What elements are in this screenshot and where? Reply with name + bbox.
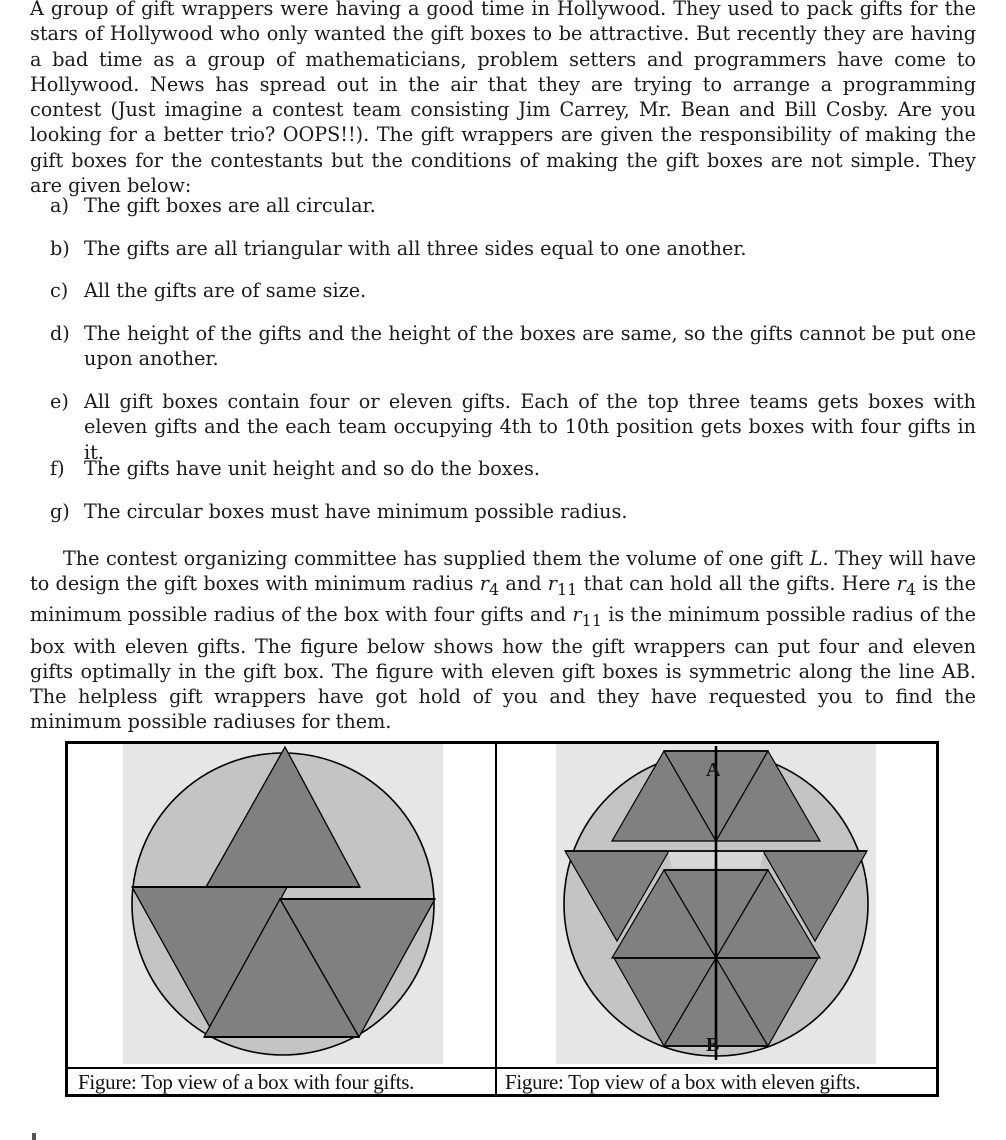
condition-item: [50, 193, 976, 218]
four-gifts-diagram: [123, 744, 443, 1064]
condition-item: [50, 236, 976, 261]
radius-subscript: 11: [556, 580, 578, 600]
figure-divider: [495, 744, 497, 1094]
task-text: is the minimum possible radius of the box with eleven gifts. The figure below shows how the gift wrappers can put four and eleven gifts optimally in the gift box. The figure with eleven gift boxes is symmetric along the line AB. The helpless gift wrappers have got hold of you and they have requested you to find the minimum possible radiuses for them.: [30, 603, 976, 734]
left-figure-caption: Figure: Top view of a box with four gifts.: [78, 1070, 415, 1094]
radius-subscript: 11: [581, 611, 602, 631]
task-paragraph: [30, 546, 976, 735]
condition-item: [50, 499, 976, 524]
page-fragment: [32, 1133, 36, 1140]
condition-label: c): [50, 279, 69, 302]
radius-symbol: r: [479, 572, 489, 596]
intro-paragraph: A group of gift wrappers were having a good time in Hollywood. They used to pack gifts for the stars of Hollywood who only wanted the gift boxes to be attractive. But recently they are having a bad time as a group of mathematicians, problem setters and programmers have come to Hollywood. News has spread out in the air that they are trying to arrange a programming contest (Just imagine a contest team consisting Jim Carrey, Mr. Bean and Bill Cosby. Are you looking for a better trio? OOPS!!). The gift wrappers are given the responsibility of making the gift boxes for the contestants but the conditions of making the gift boxes are not simple. They are given below:: [30, 0, 976, 198]
radius-subscript: 4: [905, 580, 917, 600]
condition-text: The gifts have unit height and so do the boxes.: [84, 457, 540, 480]
radius-symbol: r: [896, 572, 906, 596]
task-text: that can hold all the gifts. Here: [577, 572, 897, 596]
caption-rule: [68, 1067, 936, 1069]
eleven-gifts-diagram: [556, 744, 876, 1064]
condition-item: [50, 278, 976, 303]
condition-item: [50, 321, 976, 372]
task-text: . They will have to design the gift boxes with minimum radius: [30, 547, 977, 596]
radius-subscript: 4: [488, 580, 500, 600]
condition-label: e): [50, 390, 69, 413]
condition-text: The gifts are all triangular with all three sides equal to one another.: [84, 237, 747, 260]
condition-label: b): [50, 237, 70, 260]
condition-label: f): [50, 457, 65, 480]
condition-text: The gift boxes are all circular.: [84, 194, 376, 217]
label-a: A: [706, 759, 721, 781]
condition-label: a): [50, 194, 69, 217]
task-text: The contest organizing committee has supplied them the volume of one gift: [63, 547, 810, 570]
condition-item: [50, 389, 976, 465]
radius-symbol: r: [572, 603, 582, 627]
condition-label: g): [50, 500, 70, 523]
task-text: and: [499, 572, 548, 596]
figure-table: [65, 741, 939, 1097]
condition-label: d): [50, 322, 70, 345]
right-figure-caption: Figure: Top view of a box with eleven gifts.: [505, 1070, 861, 1094]
label-b: B: [706, 1034, 720, 1056]
condition-item: [50, 456, 976, 481]
condition-text: All gift boxes contain four or eleven gifts. Each of the top three teams gets boxes with eleven gifts and the each team occupying 4th to 10th position gets boxes with four gifts in it.: [84, 390, 976, 464]
volume-symbol: L: [809, 547, 823, 570]
radius-symbol: r: [547, 572, 557, 596]
condition-text: The circular boxes must have minimum possible radius.: [84, 500, 628, 523]
condition-text: All the gifts are of same size.: [84, 279, 367, 302]
task-text: is the minimum possible radius of the box with four gifts and: [30, 572, 977, 627]
condition-text: The height of the gifts and the height of the boxes are same, so the gifts cannot be put one upon another.: [84, 322, 976, 371]
